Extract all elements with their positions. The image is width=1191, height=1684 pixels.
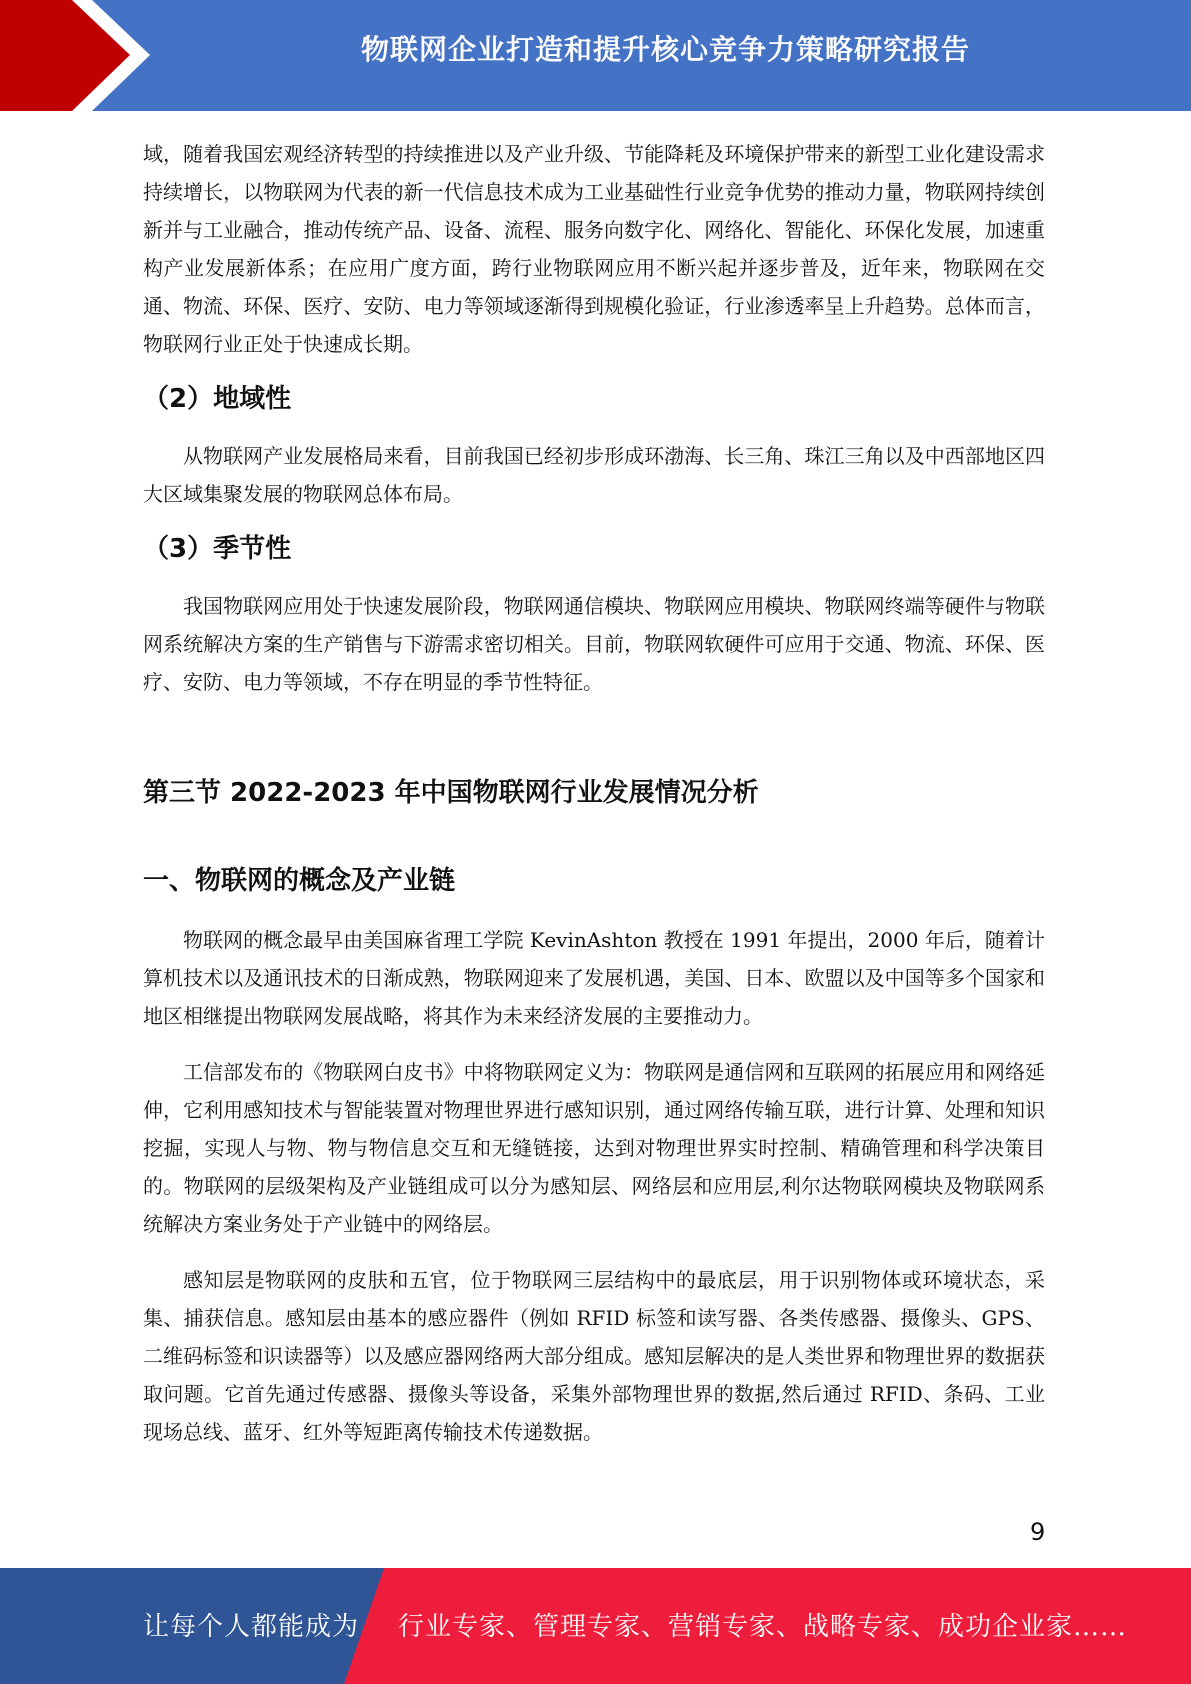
section-title: 第三节 2022-2023 年中国物联网行业发展情况分析 [143,778,759,808]
heading-seasonal: （3）季节性 [143,534,292,564]
subsection-title: 一、物联网的概念及产业链 [143,866,456,896]
page-body [143,135,1045,1451]
paragraph-definition: 工信部发布的《物联网白皮书》中将物联网定义为：物联网是通信网和互联网的拓展应用和网络延伸，它利用感知技术与智能装置对物理世界进行感知识别，通过网络传输互联，进行计算、处理和知识挖掘，实现人与物、物与物信息交互和无缝链接，达到对物理世界实时控制、精确管理和科学决策目的。物联网的层级架构及产业链组成可以分为感知层、网络层和应用层,利尔达物联网模块及物联网系统解决方案业务处于产业链中的网络层。 [143,1060,1045,1236]
heading-regional: （2）地域性 [143,384,292,414]
paragraph-perception: 感知层是物联网的皮肤和五官，位于物联网三层结构中的最底层，用于识别物体或环境状态，采集、捕获信息。感知层由基本的感应器件（例如 RFID 标签和读写器、各类传感器、摄像头、GPS、二维码标签和识读器等）以及感应器网络两大部分组成。感知层解决的是人类世界和物理世界的数据获取问题。它首先通过传感器、摄像头等设备，采集外部物理世界的数据,然后通过 RFID、条码、工业现场总线、蓝牙、红外等短距离传输技术传递数据。 [143,1268,1045,1444]
page-number: 9 [1030,1518,1046,1546]
report-title: 物联网企业打造和提升核心竞争力策略研究报告 [360,33,970,66]
footer-slogan-left: 让每个人都能成为 [143,1612,360,1642]
paragraph-seasonal: 我国物联网应用处于快速发展阶段，物联网通信模块、物联网应用模块、物联网终端等硬件与物联网系统解决方案的生产销售与下游需求密切相关。目前，物联网软硬件可应用于交通、物流、环保、医疗、安防、电力等领域，不存在明显的季节性特征。 [143,594,1045,694]
paragraph-regional: 从物联网产业发展格局来看，目前我国已经初步形成环渤海、长三角、珠江三角以及中西部地区四大区域集聚发展的物联网总体布局。 [143,444,1045,506]
page-footer [0,1568,1191,1684]
paragraph-continued: 域，随着我国宏观经济转型的持续推进以及产业升级、节能降耗及环境保护带来的新型工业化建设需求持续增长，以物联网为代表的新一代信息技术成为工业基础性行业竞争优势的推动力量，物联网持续创新并与工业融合，推动传统产品、设备、流程、服务向数字化、网络化、智能化、环保化发展，加速重构产业发展新体系；在应用广度方面，跨行业物联网应用不断兴起并逐步普及，近年来，物联网在交通、物流、环保、医疗、安防、电力等领域逐渐得到规模化验证，行业渗透率呈上升趋势。总体而言，物联网行业正处于快速成长期。 [143,142,1045,356]
footer-slogan-right: 行业专家、管理专家、营销专家、战略专家、成功企业家…… [398,1612,1128,1642]
page-header [0,0,1191,111]
paragraph-concept: 物联网的概念最早由美国麻省理工学院 KevinAshton 教授在 1991 年提出，2000 年后，随着计算机技术以及通讯技术的日渐成熟，物联网迎来了发展机遇，美国、日本、欧盟以及中国等多个国家和地区相继提出物联网发展战略，将其作为未来经济发展的主要推动力。 [143,928,1045,1028]
